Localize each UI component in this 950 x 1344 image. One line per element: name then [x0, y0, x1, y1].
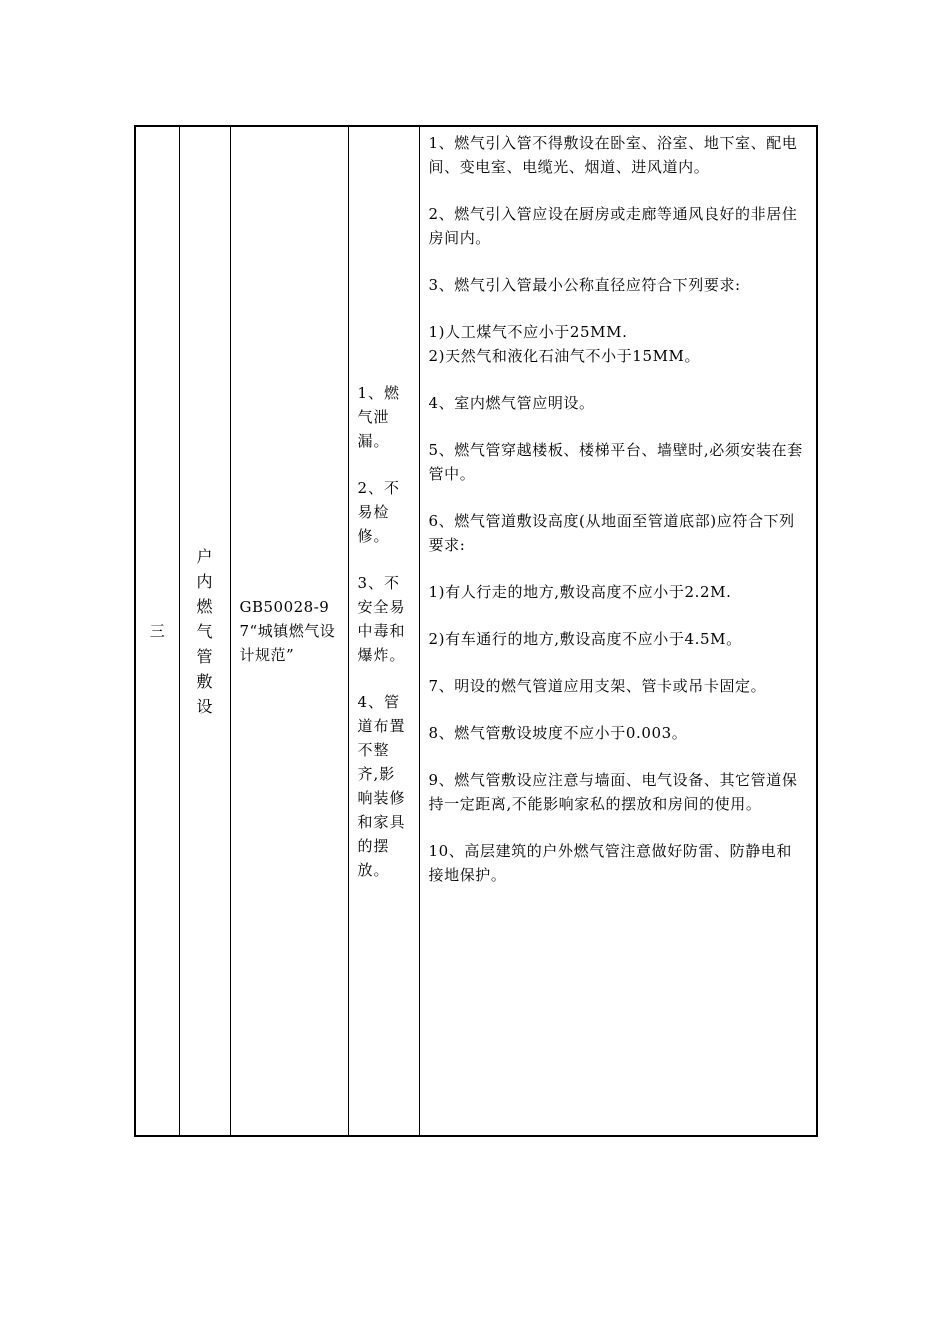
problem-item: 1、燃气泄漏。 — [357, 383, 401, 450]
problem-item: 3、不安全易中毒和爆炸。 — [357, 573, 406, 664]
problems-cell — [348, 126, 419, 1136]
problem-item: 2、不易检修。 — [357, 478, 401, 545]
requirement-item: 3、燃气引入管最小公称直径应符合下列要求: — [428, 276, 741, 294]
standard-reference: GB50028-97“城镇燃气设计规范” — [239, 598, 336, 664]
requirement-item: 7、明设的燃气管道应用支架、管卡或吊卡固定。 — [428, 677, 767, 695]
requirements-cell — [419, 126, 817, 1136]
requirement-item: 4、室内燃气管应明设。 — [428, 394, 595, 412]
requirement-item: 5、燃气管穿越楼板、楼梯平台、墙壁时,必须安装在套管中。 — [428, 441, 803, 483]
standard-cell — [230, 126, 348, 1136]
row-index: 三 — [149, 622, 165, 640]
table-row — [135, 126, 817, 1136]
requirement-item: 10、高层建筑的户外燃气管注意做好防雷、防静电和接地保护。 — [428, 842, 792, 884]
spec-table — [134, 125, 818, 1137]
requirement-subitem: 2)天然气和液化石油气不小于15MM。 — [428, 347, 701, 365]
requirement-subitem: 1)有人行走的地方,敷设高度不应小于2.2M. — [428, 583, 732, 601]
requirement-item: 2、燃气引入管应设在厨房或走廊等通风良好的非居住房间内。 — [428, 205, 798, 247]
requirement-item: 1、燃气引入管不得敷设在卧室、浴室、地下室、配电间、变电室、电缆光、烟道、进风道内。 — [428, 134, 798, 176]
item-name-cell — [179, 126, 230, 1136]
problem-item: 4、管道布置不整齐,影响装修和家具的摆放。 — [357, 692, 406, 879]
requirement-item: 8、燃气管敷设坡度不应小于0.003。 — [428, 724, 688, 742]
requirement-item: 9、燃气管敷设应注意与墙面、电气设备、其它管道保持一定距离,不能影响家私的摆放和房间的使用。 — [428, 771, 798, 813]
requirement-subitem: 1)人工煤气不应小于25MM. — [428, 323, 628, 341]
requirement-item: 6、燃气管道敷设高度(从地面至管道底部)应符合下列要求: — [428, 512, 795, 554]
item-name: 户内燃气管敷设 — [196, 546, 213, 716]
requirement-subitem: 2)有车通行的地方,敷设高度不应小于4.5M。 — [428, 630, 742, 648]
row-index-cell — [135, 126, 179, 1136]
